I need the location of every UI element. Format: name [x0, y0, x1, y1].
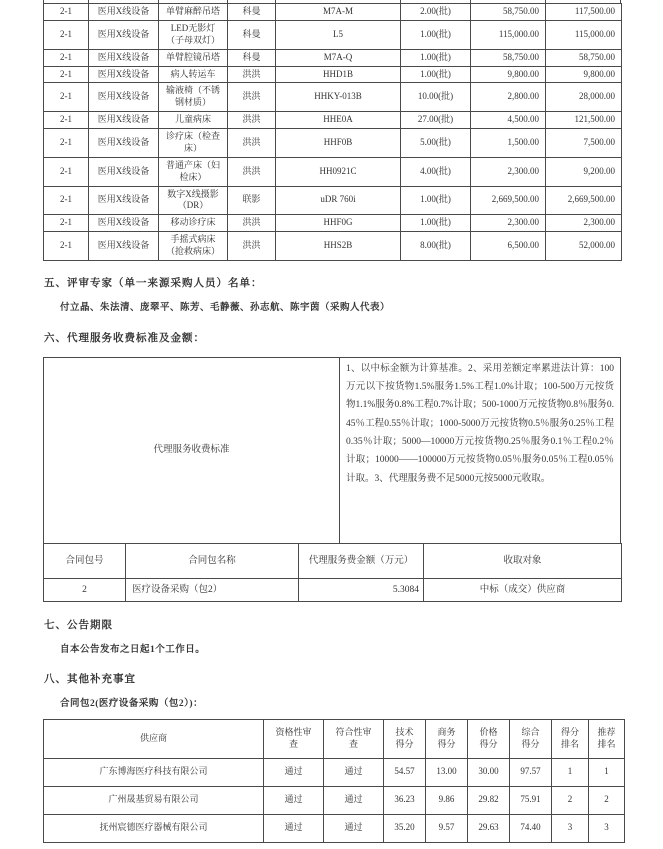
item-unit-price: 58,750.00: [471, 49, 546, 66]
item-quantity: 10.00(批): [401, 83, 471, 112]
item-unit-price: 58,750.00: [471, 4, 546, 21]
item-name: 手摇式病床（抢救病床）: [159, 232, 228, 261]
item-total-price: 9,800.00: [546, 66, 622, 83]
header-price-score: 价格得分: [468, 719, 510, 758]
header-package-name: 合同包名称: [126, 543, 299, 578]
item-model: HHF0B: [276, 129, 401, 158]
item-model: L5: [276, 20, 401, 49]
fee-standard-label: 代理服务收费标准: [44, 357, 340, 543]
item-category: 医用X线设备: [89, 4, 159, 21]
supplier-evaluation-table: [43, 719, 625, 843]
header-recommend-rank: 推荐排名: [589, 719, 625, 758]
item-model: HH0921C: [276, 157, 401, 186]
item-brand: 洪洪: [228, 112, 276, 129]
package-fee-row: [44, 578, 622, 601]
item-model: HHS2B: [276, 232, 401, 261]
price-score: 29.82: [468, 786, 510, 814]
section8-title: 八、其他补充事宜: [44, 673, 136, 685]
item-quantity: 1.00(批): [401, 49, 471, 66]
item-name: 移动诊疗床: [159, 215, 228, 232]
item-quantity: 4.00(批): [401, 157, 471, 186]
supplier-row: [44, 758, 625, 786]
item-total-price: 28,000.00: [546, 83, 622, 112]
header-composite-score: 综合得分: [510, 719, 552, 758]
item-package-no: 2-1: [44, 232, 89, 261]
item-total-price: 9,200.00: [546, 157, 622, 186]
item-row: [44, 129, 622, 158]
item-package-no: 2-1: [44, 49, 89, 66]
score-rank: 2: [552, 786, 589, 814]
item-package-no: 2-1: [44, 83, 89, 112]
header-qualification-review: 资格性审查: [264, 719, 324, 758]
supplier-name: 广东博海医疗科技有限公司: [44, 758, 264, 786]
item-package-no: 2-1: [44, 66, 89, 83]
recommend-rank: 3: [589, 814, 625, 842]
package-no: 2: [44, 578, 126, 601]
item-model: HHD1B: [276, 66, 401, 83]
item-total-price: 58,750.00: [546, 49, 622, 66]
header-supplier: 供应商: [44, 719, 264, 758]
item-package-no: 2-1: [44, 112, 89, 129]
item-unit-price: 4,500.00: [471, 112, 546, 129]
package-fee-header-row: [44, 543, 622, 578]
item-row: [44, 232, 622, 261]
item-row: [44, 83, 622, 112]
item-model: HHKY-013B: [276, 83, 401, 112]
item-quantity: 1.00(批): [401, 215, 471, 232]
item-row: [44, 112, 622, 129]
item-model: HHE0A: [276, 112, 401, 129]
item-name: 儿童病床: [159, 112, 228, 129]
item-category: 医用X线设备: [89, 129, 159, 158]
item-quantity: 1.00(批): [401, 20, 471, 49]
header-business-score: 商务得分: [426, 719, 468, 758]
item-total-price: 2,669,500.00: [546, 186, 622, 215]
item-brand: 科曼: [228, 20, 276, 49]
item-name: 普通产床（妇检床）: [159, 157, 228, 186]
fee-standard-text: 1、以中标金额为计算基准。2、采用差额定率累进法计算：100万元以下按货物1.5%服务1.5%工程1.0%计取；100-500万元按货物1.1%服务0.8%工程0.7%计取；500-1000万元按货物0.8％服务0.45％工程0.55％计取；1000-5000万元按货物0.5％服务0.25％工程0.35％计取；5000—10000万元按货物0.25％服务0.1％工程0.2％计取；10000——100000万元按货物0.05％服务0.05％工程0.05％计取。3、代理服务费不足5000元按5000元收取。: [340, 357, 621, 543]
item-unit-price: 9,800.00: [471, 66, 546, 83]
item-row: [44, 157, 622, 186]
header-fee-payer: 收取对象: [424, 543, 622, 578]
item-brand: 洪洪: [228, 232, 276, 261]
awarded-items-table: [43, 3, 622, 261]
item-package-no: 2-1: [44, 4, 89, 21]
item-category: 医用X线设备: [89, 157, 159, 186]
technical-score: 54.57: [384, 758, 426, 786]
supplier-name: 抚州宸德医疗器械有限公司: [44, 814, 264, 842]
item-unit-price: 2,669,500.00: [471, 186, 546, 215]
item-brand: 科曼: [228, 49, 276, 66]
item-package-no: 2-1: [44, 157, 89, 186]
item-model: M7A-Q: [276, 49, 401, 66]
item-brand: 洪洪: [228, 83, 276, 112]
announcement-period: 自本公告发布之日起1个工作日。: [60, 644, 206, 655]
item-model: M7A-M: [276, 4, 401, 21]
section6-title: 六、代理服务收费标准及金额：: [44, 332, 205, 344]
item-unit-price: 2,800.00: [471, 83, 546, 112]
conformity-result: 通过: [324, 786, 384, 814]
composite-score: 75.91: [510, 786, 552, 814]
business-score: 9.57: [426, 814, 468, 842]
item-unit-price: 6,500.00: [471, 232, 546, 261]
score-rank: 1: [552, 758, 589, 786]
item-model: uDR 760i: [276, 186, 401, 215]
item-name: 诊疗床（检查床）: [159, 129, 228, 158]
recommend-rank: 2: [589, 786, 625, 814]
item-category: 医用X线设备: [89, 232, 159, 261]
item-brand: 洪洪: [228, 129, 276, 158]
qualification-result: 通过: [264, 814, 324, 842]
price-score: 30.00: [468, 758, 510, 786]
item-category: 医用X线设备: [89, 112, 159, 129]
supplier-header-row: [44, 719, 625, 758]
score-rank: 3: [552, 814, 589, 842]
conformity-result: 通过: [324, 758, 384, 786]
fee-amount: 5.3084: [299, 578, 424, 601]
recommend-rank: 1: [589, 758, 625, 786]
supplier-row: [44, 814, 625, 842]
item-row: [44, 215, 622, 232]
item-row: [44, 186, 622, 215]
item-category: 医用X线设备: [89, 20, 159, 49]
composite-score: 97.57: [510, 758, 552, 786]
item-total-price: 115,000.00: [546, 20, 622, 49]
item-row: [44, 20, 622, 49]
item-unit-price: 1,500.00: [471, 129, 546, 158]
agency-fee-standard-table: [43, 357, 621, 544]
item-package-no: 2-1: [44, 20, 89, 49]
header-technical-score: 技术得分: [384, 719, 426, 758]
business-score: 9.86: [426, 786, 468, 814]
item-model: HHF0G: [276, 215, 401, 232]
item-total-price: 121,500.00: [546, 112, 622, 129]
item-quantity: 2.00(批): [401, 4, 471, 21]
item-row: [44, 4, 622, 21]
item-package-no: 2-1: [44, 129, 89, 158]
technical-score: 36.23: [384, 786, 426, 814]
conformity-result: 通过: [324, 814, 384, 842]
header-score-rank: 得分排名: [552, 719, 589, 758]
item-unit-price: 115,000.00: [471, 20, 546, 49]
section7-title: 七、公告期限: [44, 619, 113, 631]
header-fee-amount: 代理服务费金额（万元）: [299, 543, 424, 578]
item-total-price: 2,300.00: [546, 215, 622, 232]
expert-names: 付立晶、朱法清、庞翠平、陈芳、毛静薇、孙志航、陈宇茵（采购人代表）: [60, 302, 391, 313]
item-name: 单臂腔镜吊塔: [159, 49, 228, 66]
item-category: 医用X线设备: [89, 215, 159, 232]
contract-package-note: 合同包2(医疗设备采购（包2）)：: [60, 698, 204, 709]
table-continuation-clip: [43, 0, 621, 3]
item-quantity: 1.00(批): [401, 66, 471, 83]
supplier-name: 广州晟基贸易有限公司: [44, 786, 264, 814]
item-name: 输液椅（不锈钢材质）: [159, 83, 228, 112]
composite-score: 74.40: [510, 814, 552, 842]
item-total-price: 52,000.00: [546, 232, 622, 261]
item-package-no: 2-1: [44, 215, 89, 232]
technical-score: 35.20: [384, 814, 426, 842]
item-total-price: 117,500.00: [546, 4, 622, 21]
item-brand: 洪洪: [228, 157, 276, 186]
item-brand: 联影: [228, 186, 276, 215]
item-quantity: 5.00(批): [401, 129, 471, 158]
item-name: 单臂麻醉吊塔: [159, 4, 228, 21]
fee-standard-row: [44, 357, 621, 543]
item-row: [44, 66, 622, 83]
item-brand: 科曼: [228, 4, 276, 21]
item-category: 医用X线设备: [89, 186, 159, 215]
item-category: 医用X线设备: [89, 83, 159, 112]
item-quantity: 8.00(批): [401, 232, 471, 261]
qualification-result: 通过: [264, 786, 324, 814]
item-unit-price: 2,300.00: [471, 215, 546, 232]
item-row: [44, 49, 622, 66]
supplier-row: [44, 786, 625, 814]
item-category: 医用X线设备: [89, 49, 159, 66]
contract-package-fee-table: [43, 543, 622, 602]
item-name: LED无影灯（子母双灯）: [159, 20, 228, 49]
package-name: 医疗设备采购（包2）: [126, 578, 299, 601]
price-score: 29.63: [468, 814, 510, 842]
item-name: 病人转运车: [159, 66, 228, 83]
qualification-result: 通过: [264, 758, 324, 786]
item-quantity: 1.00(批): [401, 186, 471, 215]
item-total-price: 7,500.00: [546, 129, 622, 158]
section5-title: 五、评审专家（单一来源采购人员）名单：: [44, 277, 263, 289]
item-package-no: 2-1: [44, 186, 89, 215]
header-conformity-review: 符合性审查: [324, 719, 384, 758]
item-quantity: 27.00(批): [401, 112, 471, 129]
item-unit-price: 2,300.00: [471, 157, 546, 186]
fee-payer: 中标（成交）供应商: [424, 578, 622, 601]
header-package-no: 合同包号: [44, 543, 126, 578]
item-brand: 洪洪: [228, 215, 276, 232]
item-category: 医用X线设备: [89, 66, 159, 83]
business-score: 13.00: [426, 758, 468, 786]
item-name: 数字X线摄影（DR）: [159, 186, 228, 215]
item-brand: 洪洪: [228, 66, 276, 83]
